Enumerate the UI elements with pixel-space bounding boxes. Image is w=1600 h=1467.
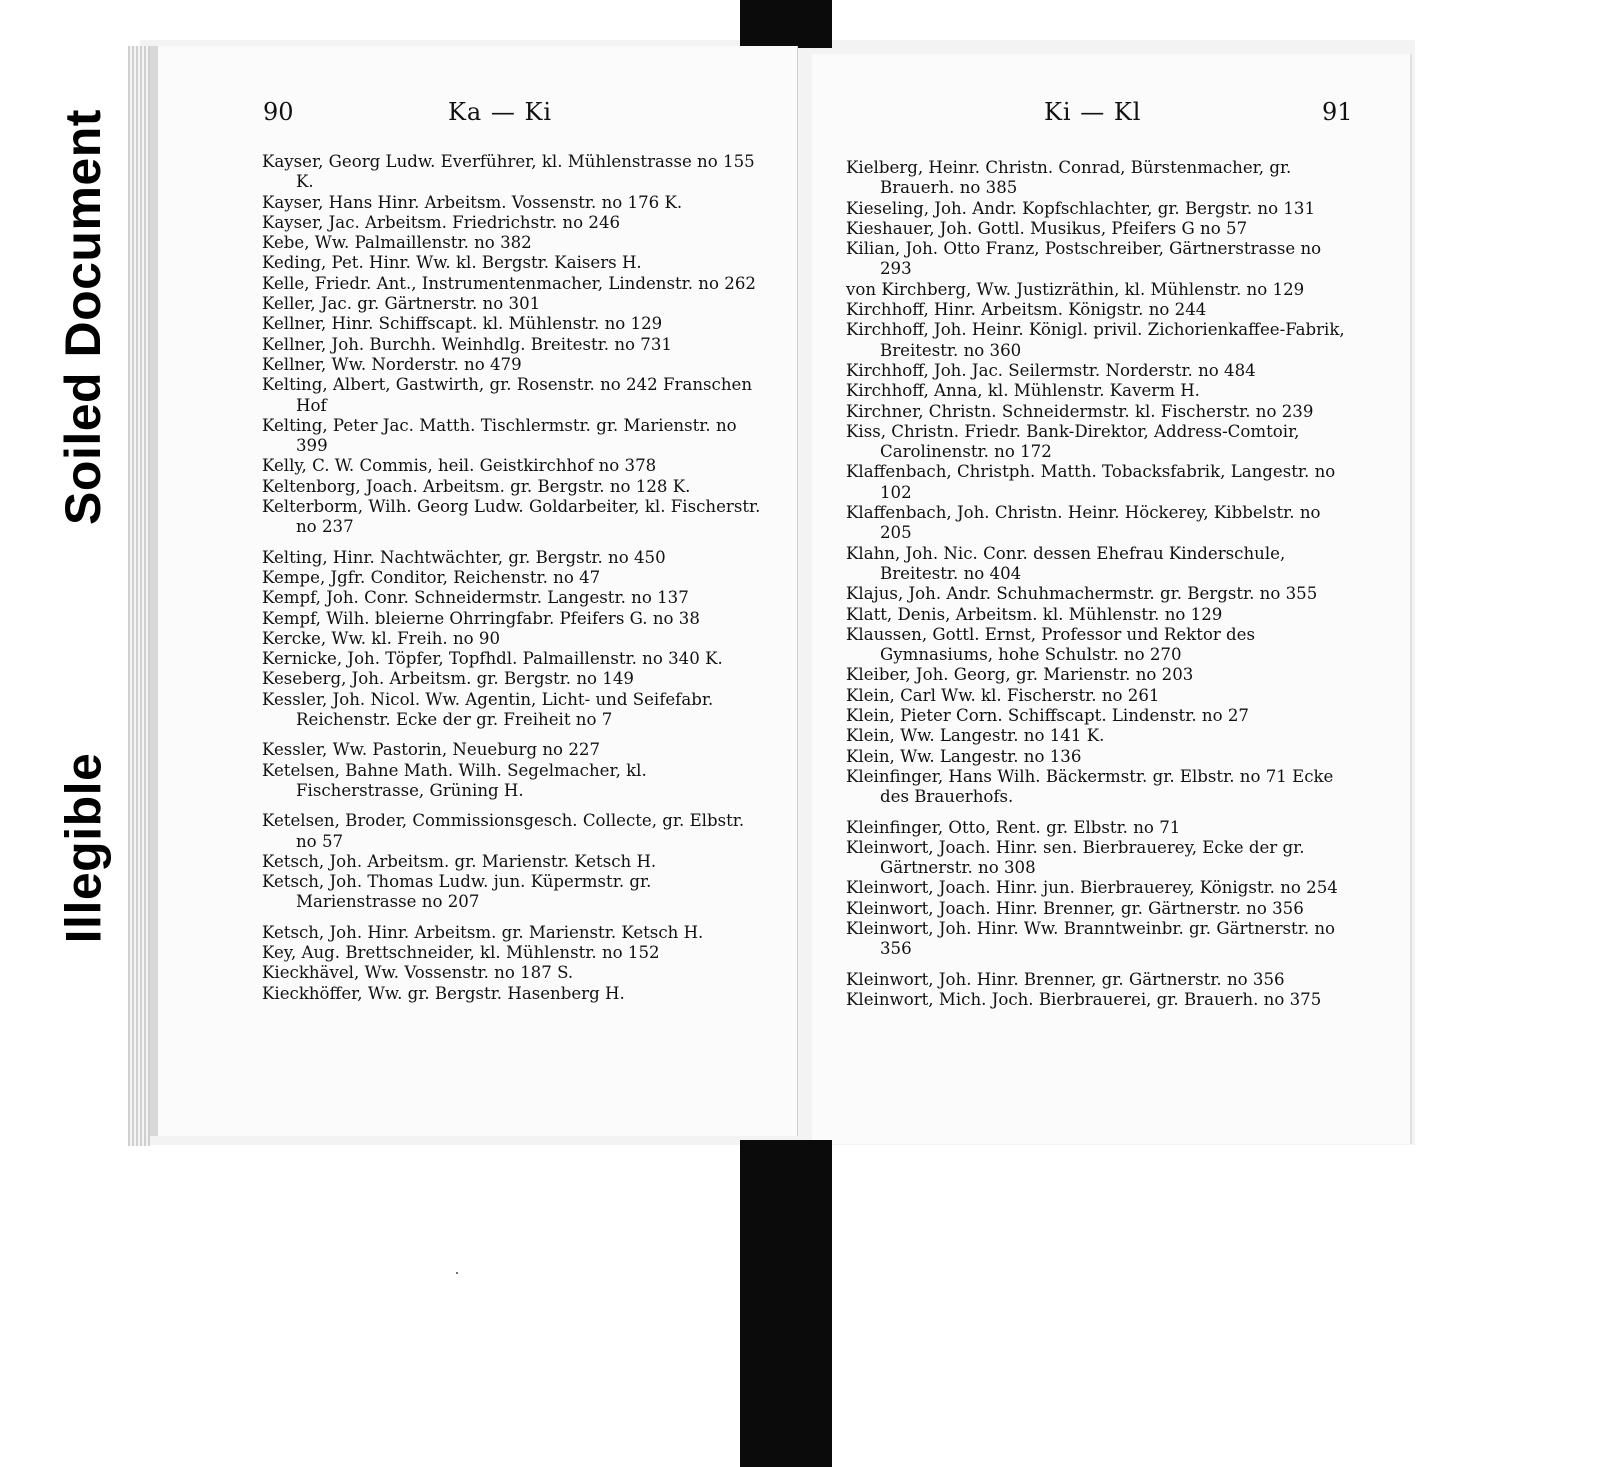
directory-entry: von Kirchberg, Ww. Justizräthin, kl. Mühlenstr. no 129 xyxy=(846,279,1305,299)
directory-entry: Klein, Ww. Langestr. no 141 K. xyxy=(846,726,1105,746)
directory-entry: Keltenborg, Joach. Arbeitsm. gr. Bergstr. no 128 K. xyxy=(262,476,691,496)
entry-gap xyxy=(262,913,762,923)
entry-gap xyxy=(262,730,762,740)
directory-entry: Kernicke, Joh. Töpfer, Topfhdl. Palmaillenstr. no 340 K. xyxy=(262,649,723,669)
illegible-label: Illegible xyxy=(55,752,112,944)
right-running-head: Ki — Kl xyxy=(1044,98,1142,126)
directory-entry: Kayser, Jac. Arbeitsm. Friedrichstr. no 246 xyxy=(262,212,621,232)
directory-entry: Kleinwort, Joach. Hinr. Brenner, gr. Gärtnerstr. no 356 xyxy=(846,898,1304,918)
directory-entry: Kleiber, Joh. Georg, gr. Marienstr. no 203 xyxy=(846,665,1194,685)
directory-entry: Kelle, Friedr. Ant., Instrumentenmacher, Lindenstr. no 262 xyxy=(262,273,756,293)
illegible-stamp xyxy=(48,712,118,984)
directory-entry: Kirchhoff, Joh. Jac. Seilermstr. Norderstr. no 484 xyxy=(846,360,1256,380)
directory-entry: Kirchhoff, Anna, kl. Mühlenstr. Kaverm H. xyxy=(846,381,1200,401)
directory-entry: Kellner, Ww. Norderstr. no 479 xyxy=(262,354,522,374)
right-entry-list xyxy=(846,158,1356,1010)
speck xyxy=(456,1272,458,1274)
directory-entry: Klein, Ww. Langestr. no 136 xyxy=(846,746,1082,766)
binding-spine xyxy=(740,1140,832,1467)
directory-entry: Kleinwort, Joh. Hinr. Ww. Branntweinbr. gr. Gärtnerstr. no 356 xyxy=(846,918,1336,959)
directory-entry: Kelting, Peter Jac. Matth. Tischlermstr. gr. Marienstr. no 399 xyxy=(262,415,737,456)
soiled-document-stamp xyxy=(48,62,118,572)
directory-entry: Kleinwort, Joach. Hinr. jun. Bierbrauerey, Königstr. no 254 xyxy=(846,878,1338,898)
directory-entry: Kleinwort, Mich. Joch. Bierbrauerei, gr. Brauerh. no 375 xyxy=(846,989,1322,1009)
left-page-number: 90 xyxy=(263,98,294,126)
directory-entry: Kleinwort, Joach. Hinr. sen. Bierbrauerey, Ecke der gr. Gärtnerstr. no 308 xyxy=(846,837,1305,878)
directory-entry: Kelting, Hinr. Nachtwächter, gr. Bergstr. no 450 xyxy=(262,547,666,567)
directory-entry: Kieshauer, Joh. Gottl. Musikus, Pfeifers G no 57 xyxy=(846,218,1248,238)
directory-entry: Kempf, Wilh. bleierne Ohrringfabr. Pfeifers G. no 38 xyxy=(262,608,700,628)
directory-entry: Ketelsen, Broder, Commissionsgesch. Collecte, gr. Elbstr. no 57 xyxy=(262,811,745,851)
directory-entry: Kercke, Ww. kl. Freih. no 90 xyxy=(262,628,501,648)
directory-entry: Klaffenbach, Joh. Christn. Heinr. Höckerey, Kibbelstr. no 205 xyxy=(846,503,1321,543)
directory-entry: Klein, Pieter Corn. Schiffscapt. Lindenstr. no 27 xyxy=(846,706,1249,726)
directory-entry: Kieseling, Joh. Andr. Kopfschlachter, gr. Bergstr. no 131 xyxy=(846,198,1316,218)
entry-gap xyxy=(846,960,1356,970)
directory-entry: Kleinfinger, Otto, Rent. gr. Elbstr. no 71 xyxy=(846,817,1181,837)
directory-entry: Kelly, C. W. Commis, heil. Geistkirchhof no 378 xyxy=(262,456,657,476)
page-edges xyxy=(128,46,150,1146)
right-page-number: 91 xyxy=(1322,98,1353,126)
spine-top xyxy=(740,0,832,48)
directory-entry: Kayser, Georg Ludw. Everführer, kl. Mühlenstrasse no 155 K. xyxy=(262,152,755,192)
directory-entry: Kleinwort, Joh. Hinr. Brenner, gr. Gärtnerstr. no 356 xyxy=(846,969,1285,989)
directory-entry: Klahn, Joh. Nic. Conr. dessen Ehefrau Kinderschule, Breitestr. no 404 xyxy=(846,543,1286,583)
directory-entry: Kelting, Albert, Gastwirth, gr. Rosenstr. no 242 Franschen Hof xyxy=(262,375,753,415)
left-running-head: Ka — Ki xyxy=(448,98,553,126)
directory-entry: Key, Aug. Brettschneider, kl. Mühlenstr. no 152 xyxy=(262,942,660,962)
entry-gap xyxy=(262,801,762,811)
directory-entry: Klaffenbach, Christph. Matth. Tobacksfabrik, Langestr. no 102 xyxy=(846,462,1336,502)
entry-gap xyxy=(846,808,1356,818)
directory-entry: Kirchhoff, Hinr. Arbeitsm. Königstr. no 244 xyxy=(846,300,1207,320)
directory-entry: Klatt, Denis, Arbeitsm. kl. Mühlenstr. no 129 xyxy=(846,604,1223,624)
directory-entry: Klein, Carl Ww. kl. Fischerstr. no 261 xyxy=(846,685,1160,705)
directory-entry: Kempf, Joh. Conr. Schneidermstr. Langestr. no 137 xyxy=(262,588,689,608)
directory-entry: Ketsch, Joh. Thomas Ludw. jun. Küpermstr. gr. Marienstrasse no 207 xyxy=(262,872,652,912)
directory-entry: Klaussen, Gottl. Ernst, Professor und Rektor des Gymnasiums, hohe Schulstr. no 270 xyxy=(846,624,1256,665)
directory-entry: Kayser, Hans Hinr. Arbeitsm. Vossenstr. no 176 K. xyxy=(262,192,683,212)
directory-entry: Kirchhoff, Joh. Heinr. Königl. privil. Zichorienkaffee-Fabrik, Breitestr. no 360 xyxy=(846,320,1345,360)
directory-entry: Kessler, Joh. Nicol. Ww. Agentin, Licht- und Seifefabr. Reichenstr. Ecke der gr. Freiheit no 7 xyxy=(262,689,714,730)
directory-entry: Kelterborm, Wilh. Georg Ludw. Goldarbeiter, kl. Fischerstr. no 237 xyxy=(262,497,761,537)
directory-entry: Kilian, Joh. Otto Franz, Postschreiber, Gärtnerstrasse no 293 xyxy=(846,239,1322,279)
directory-entry: Kieckhävel, Ww. Vossenstr. no 187 S. xyxy=(262,963,574,983)
directory-entry: Kessler, Ww. Pastorin, Neueburg no 227 xyxy=(262,740,600,760)
directory-entry: Keding, Pet. Hinr. Ww. kl. Bergstr. Kaisers H. xyxy=(262,253,642,273)
directory-entry: Kellner, Hinr. Schiffscapt. kl. Mühlenstr. no 129 xyxy=(262,314,663,334)
directory-entry: Kellner, Joh. Burchh. Weinhdlg. Breitestr. no 731 xyxy=(262,334,672,354)
directory-entry: Kieckhöffer, Ww. gr. Bergstr. Hasenberg H. xyxy=(262,983,625,1003)
directory-entry: Kiss, Christn. Friedr. Bank-Direktor, Address-Comtoir, Carolinenstr. no 172 xyxy=(846,421,1300,462)
soiled-document-label: Soiled Document xyxy=(55,109,111,525)
entry-gap xyxy=(262,538,762,548)
directory-entry: Kebe, Ww. Palmaillenstr. no 382 xyxy=(262,233,532,253)
left-entry-list xyxy=(262,152,762,1004)
directory-entry: Kielberg, Heinr. Christn. Conrad, Bürstenmacher, gr. Brauerh. no 385 xyxy=(846,158,1292,198)
directory-entry: Keseberg, Joh. Arbeitsm. gr. Bergstr. no 149 xyxy=(262,669,634,689)
directory-entry: Ketsch, Joh. Hinr. Arbeitsm. gr. Marienstr. Ketsch H. xyxy=(262,922,704,942)
directory-entry: Klajus, Joh. Andr. Schuhmachermstr. gr. Bergstr. no 355 xyxy=(846,584,1318,604)
directory-entry: Kleinfinger, Hans Wilh. Bäckermstr. gr. Elbstr. no 71 Ecke des Brauerhofs. xyxy=(846,766,1334,807)
directory-entry: Kempe, Jgfr. Conditor, Reichenstr. no 47 xyxy=(262,567,601,587)
directory-entry: Ketsch, Joh. Arbeitsm. gr. Marienstr. Ketsch H. xyxy=(262,851,657,871)
directory-entry: Keller, Jac. gr. Gärtnerstr. no 301 xyxy=(262,294,541,314)
directory-entry: Kirchner, Christn. Schneidermstr. kl. Fischerstr. no 239 xyxy=(846,401,1314,421)
directory-entry: Ketelsen, Bahne Math. Wilh. Segelmacher, kl. Fischerstrasse, Grüning H. xyxy=(262,760,647,800)
